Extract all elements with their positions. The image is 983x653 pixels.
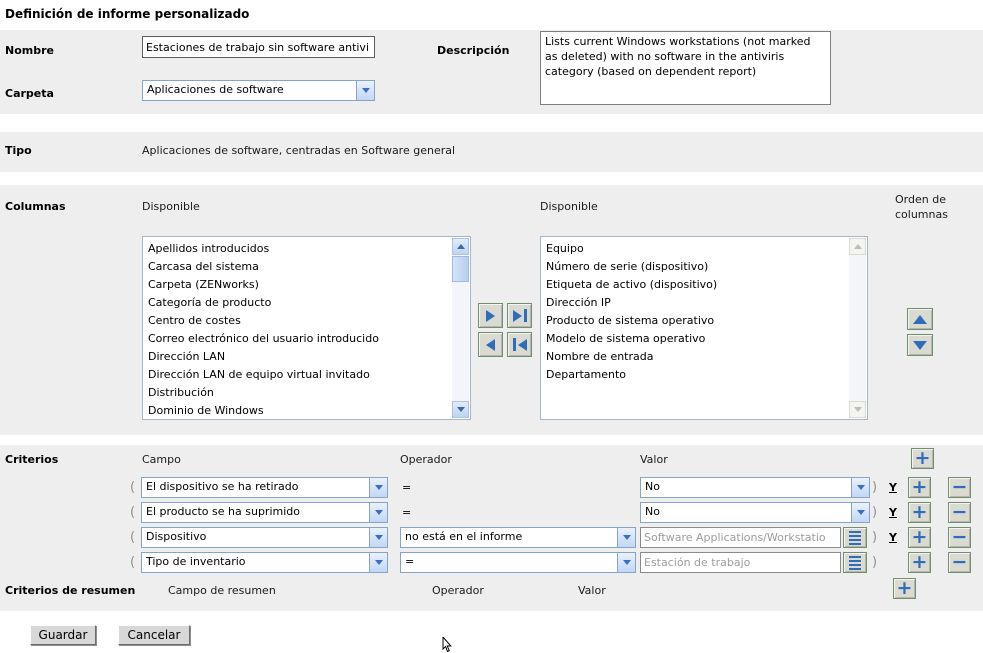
valor-header: Valor bbox=[640, 453, 668, 466]
arrow-left-bar-icon bbox=[518, 339, 527, 351]
list-item[interactable]: Dirección LAN de equipo virtual invitado bbox=[148, 368, 370, 381]
chevron-down-icon[interactable] bbox=[369, 553, 387, 572]
add-resumen-criteria-button[interactable] bbox=[893, 578, 916, 599]
criteria-operator-text-1: = bbox=[402, 481, 412, 494]
list-item[interactable]: Producto de sistema operativo bbox=[546, 314, 715, 327]
carpeta-select[interactable] bbox=[142, 80, 375, 101]
arrow-up-icon bbox=[913, 315, 927, 324]
scroll-up-icon bbox=[849, 238, 866, 255]
move-all-right-button[interactable] bbox=[507, 303, 532, 328]
scroll-down-icon[interactable] bbox=[452, 401, 469, 418]
resumen-operador-header: Operador bbox=[432, 584, 484, 597]
selected-columns-listbox[interactable] bbox=[540, 236, 868, 420]
guardar-button[interactable]: Guardar bbox=[30, 625, 96, 645]
criteria-field-value: El dispositivo se ha retirado bbox=[146, 480, 299, 493]
list-item[interactable]: Carcasa del sistema bbox=[148, 260, 259, 273]
available-columns-listbox[interactable] bbox=[142, 236, 471, 420]
plus-icon: + bbox=[911, 551, 928, 573]
plus-icon: + bbox=[911, 501, 928, 523]
list-item[interactable]: Centro de costes bbox=[148, 314, 241, 327]
scroll-up-icon[interactable] bbox=[452, 238, 469, 255]
list-item[interactable]: Correo electrónico del usuario introducido bbox=[148, 332, 379, 345]
list-item[interactable]: Dirección IP bbox=[546, 296, 611, 309]
criteria-field-value: El producto se ha suprimido bbox=[146, 505, 300, 518]
arrow-right-bar-icon bbox=[513, 310, 522, 322]
criteria-field-value: Dispositivo bbox=[146, 530, 207, 543]
column-up-button[interactable] bbox=[907, 308, 933, 330]
scroll-down-icon bbox=[849, 401, 866, 418]
chevron-down-icon[interactable] bbox=[617, 553, 635, 572]
available-scrollbar[interactable] bbox=[452, 238, 469, 418]
chevron-down-icon[interactable] bbox=[851, 478, 869, 497]
column-down-button[interactable] bbox=[907, 334, 933, 356]
resumen-valor-header: Valor bbox=[578, 584, 606, 597]
criteria-operator-text-2: = bbox=[402, 506, 412, 519]
column-order-header: Orden de columnas bbox=[895, 193, 948, 221]
list-item[interactable]: Dominio de Windows bbox=[148, 404, 264, 417]
move-all-left-button[interactable] bbox=[507, 332, 532, 357]
bar-icon bbox=[513, 338, 516, 351]
open-paren: ( bbox=[130, 480, 136, 495]
close-paren: ) bbox=[872, 480, 878, 495]
move-left-button[interactable] bbox=[478, 332, 503, 357]
list-item[interactable]: Categoría de producto bbox=[148, 296, 272, 309]
criteria-value-input-4 bbox=[640, 552, 841, 573]
minus-icon: − bbox=[951, 476, 968, 498]
close-paren: ) bbox=[872, 505, 878, 520]
list-item[interactable]: Equipo bbox=[546, 242, 584, 255]
close-paren: ) bbox=[872, 555, 878, 570]
remove-criteria-row-button-4[interactable] bbox=[948, 552, 971, 573]
list-lines-icon bbox=[849, 556, 861, 570]
criteria-value-value: No bbox=[645, 480, 660, 493]
criteria-field-value: Tipo de inventario bbox=[146, 555, 246, 568]
open-paren: ( bbox=[130, 530, 136, 545]
list-lines-icon bbox=[849, 531, 861, 545]
criteria-value-select-2[interactable] bbox=[640, 502, 870, 523]
tipo-label: Tipo bbox=[5, 144, 32, 157]
arrow-right-icon bbox=[486, 310, 495, 322]
chevron-down-icon[interactable] bbox=[369, 503, 387, 522]
list-item[interactable]: Modelo de sistema operativo bbox=[546, 332, 706, 345]
list-item[interactable]: Distribución bbox=[148, 386, 214, 399]
arrow-left-icon bbox=[486, 339, 495, 351]
plus-icon: + bbox=[911, 476, 928, 498]
list-item[interactable]: Etiqueta de activo (dispositivo) bbox=[546, 278, 718, 291]
criteria-value-select-1[interactable] bbox=[640, 477, 870, 498]
remove-criteria-row-button-2[interactable] bbox=[948, 502, 971, 523]
criteria-field-select-3[interactable] bbox=[141, 527, 388, 548]
and-link-3[interactable]: Y bbox=[889, 531, 897, 544]
selected-scrollbar bbox=[849, 238, 866, 418]
nombre-input[interactable] bbox=[142, 36, 375, 58]
campo-header: Campo bbox=[142, 453, 181, 466]
add-criteria-row-button-1[interactable] bbox=[908, 477, 931, 498]
chevron-down-icon[interactable] bbox=[617, 528, 635, 547]
tipo-value: Aplicaciones de software, centradas en Software general bbox=[142, 144, 456, 157]
open-paren: ( bbox=[130, 555, 136, 570]
browse-list-button-4[interactable] bbox=[843, 552, 867, 573]
list-item[interactable]: Número de serie (dispositivo) bbox=[546, 260, 709, 273]
resumen-campo-header: Campo de resumen bbox=[168, 584, 276, 597]
criteria-operator-select-3[interactable] bbox=[400, 527, 636, 548]
browse-list-button-3[interactable] bbox=[843, 527, 867, 548]
minus-icon: − bbox=[951, 526, 968, 548]
descripcion-textarea[interactable] bbox=[540, 31, 831, 105]
chevron-down-icon[interactable] bbox=[851, 503, 869, 522]
carpeta-label: Carpeta bbox=[5, 87, 54, 100]
and-link-2[interactable]: Y bbox=[889, 506, 897, 519]
criteria-field-select-1[interactable] bbox=[141, 477, 388, 498]
columnas-label: Columnas bbox=[5, 200, 66, 213]
bar-icon bbox=[524, 309, 527, 322]
carpeta-select-value: Aplicaciones de software bbox=[147, 83, 284, 96]
list-item[interactable]: Departamento bbox=[546, 368, 627, 381]
criteria-operator-value: no está en el informe bbox=[405, 530, 523, 543]
criteria-operator-select-4[interactable] bbox=[400, 552, 636, 573]
arrow-down-icon bbox=[913, 341, 927, 350]
and-link-1[interactable]: Y bbox=[889, 481, 897, 494]
scrollbar-thumb[interactable] bbox=[452, 256, 469, 282]
remove-criteria-row-button-1[interactable] bbox=[948, 477, 971, 498]
minus-icon: − bbox=[951, 551, 968, 573]
criterios-label: Criterios bbox=[5, 453, 59, 466]
criteria-value-value: No bbox=[645, 505, 660, 518]
minus-icon: − bbox=[951, 501, 968, 523]
plus-icon: + bbox=[914, 447, 931, 469]
nombre-label: Nombre bbox=[5, 44, 54, 57]
chevron-down-icon[interactable] bbox=[369, 528, 387, 547]
available-columns-header: Disponible bbox=[142, 200, 200, 213]
operador-header: Operador bbox=[400, 453, 452, 466]
page-title: Definición de informe personalizado bbox=[5, 7, 250, 21]
remove-criteria-row-button-3[interactable] bbox=[948, 527, 971, 548]
mouse-cursor bbox=[442, 637, 453, 653]
chevron-down-icon[interactable] bbox=[356, 81, 374, 100]
descripcion-label: Descripción bbox=[437, 44, 510, 57]
criteria-value-input-3 bbox=[640, 527, 841, 548]
add-criteria-row-button-2[interactable] bbox=[908, 502, 931, 523]
move-right-button[interactable] bbox=[478, 303, 503, 328]
list-item[interactable]: Carpeta (ZENworks) bbox=[148, 278, 259, 291]
plus-icon: + bbox=[896, 577, 913, 599]
resumen-label: Criterios de resumen bbox=[5, 584, 136, 597]
open-paren: ( bbox=[130, 505, 136, 520]
add-criteria-button[interactable] bbox=[911, 448, 934, 469]
list-item[interactable]: Nombre de entrada bbox=[546, 350, 654, 363]
close-paren: ) bbox=[872, 530, 878, 545]
list-item[interactable]: Dirección LAN bbox=[148, 350, 226, 363]
chevron-down-icon[interactable] bbox=[369, 478, 387, 497]
list-item[interactable]: Apellidos introducidos bbox=[148, 242, 270, 255]
add-criteria-row-button-3[interactable] bbox=[908, 527, 931, 548]
selected-columns-header: Disponible bbox=[540, 200, 598, 213]
criteria-field-select-2[interactable] bbox=[141, 502, 388, 523]
add-criteria-row-button-4[interactable] bbox=[908, 552, 931, 573]
cancelar-button[interactable]: Cancelar bbox=[118, 625, 190, 645]
criteria-field-select-4[interactable] bbox=[141, 552, 388, 573]
criteria-operator-value: = bbox=[405, 555, 415, 568]
plus-icon: + bbox=[911, 526, 928, 548]
